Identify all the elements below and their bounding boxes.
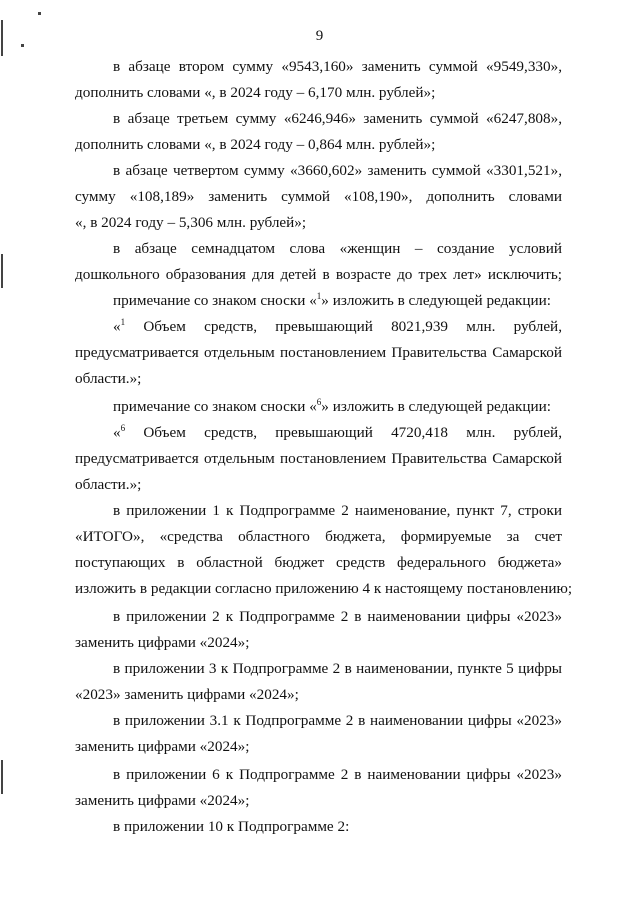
footnote-instruction — [113, 292, 562, 310]
text-line: предусматривается отдельным постановлением Правительства Самарской — [75, 450, 562, 467]
text-segment: » изложить в следующей редакции: — [321, 292, 552, 309]
text-line: области.»; — [75, 476, 142, 493]
footnote-instruction — [113, 398, 562, 416]
text-segment: Объем средств, превышающий 8021,939 млн. рублей, — [125, 318, 562, 335]
text-line: в приложении 10 к Подпрограмме 2: — [113, 818, 350, 835]
text-segment: примечание со знаком сноски « — [113, 398, 317, 415]
text-segment: « — [113, 318, 121, 335]
text-line: изложить в редакции согласно приложению 4 к настоящему постановлению; — [75, 580, 573, 597]
text-line: области.»; — [75, 370, 142, 387]
text-segment: » изложить в следующей редакции: — [321, 398, 552, 415]
text-line: «, в 2024 году – 5,306 млн. рублей»; — [75, 214, 307, 231]
text-line: в абзаце семнадцатом слова «женщин – создание условий — [113, 240, 562, 257]
scan-mark — [1, 254, 3, 288]
text-line: дополнить словами «, в 2024 году – 6,170 млн. рублей»; — [75, 84, 436, 101]
text-line: в приложении 6 к Подпрограмме 2 в наименовании цифры «2023» — [113, 766, 562, 783]
text-line: поступающих в областной бюджет средств федерального бюджета» — [75, 554, 562, 571]
text-line: в абзаце втором сумму «9543,160» заменить суммой «9549,330», — [113, 58, 562, 75]
text-line: в приложении 2 к Подпрограмме 2 в наименовании цифры «2023» — [113, 608, 562, 625]
text-line: в приложении 3.1 к Подпрограмме 2 в наименовании цифры «2023» — [113, 712, 562, 729]
footnote-text — [113, 424, 562, 442]
text-line: сумму «108,189» заменить суммой «108,190», дополнить словами — [75, 188, 562, 205]
text-line: предусматривается отдельным постановлением Правительства Самарской — [75, 344, 562, 361]
text-line: в приложении 3 к Подпрограмме 2 в наименовании, пункте 5 цифры — [113, 660, 562, 677]
footnote-superscript: 6 — [316, 396, 322, 407]
text-segment: Объем средств, превышающий 4720,418 млн. рублей, — [125, 424, 562, 441]
text-segment: « — [113, 424, 121, 441]
text-line: «ИТОГО», «средства областного бюджета, формируемые за счет — [75, 528, 562, 545]
text-line: дополнить словами «, в 2024 году – 0,864 млн. рублей»; — [75, 136, 436, 153]
footnote-superscript: 1 — [316, 290, 322, 301]
text-line: в абзаце третьем сумму «6246,946» заменить суммой «6247,808», — [113, 110, 562, 127]
page-number: 9 — [315, 28, 324, 44]
footnote-superscript: 6 — [120, 422, 126, 433]
text-line: дошкольного образования для детей в возрасте до трех лет» исключить; — [75, 266, 562, 283]
text-line: заменить цифрами «2024»; — [75, 738, 250, 755]
scan-mark — [1, 760, 3, 794]
text-line: заменить цифрами «2024»; — [75, 792, 250, 809]
text-line: в приложении 1 к Подпрограмме 2 наименование, пункт 7, строки — [113, 502, 562, 519]
text-line: «2023» заменить цифрами «2024»; — [75, 686, 299, 703]
text-segment: примечание со знаком сноски « — [113, 292, 317, 309]
text-line: заменить цифрами «2024»; — [75, 634, 250, 651]
scan-mark — [38, 12, 41, 15]
footnote-text — [113, 318, 562, 336]
footnote-superscript: 1 — [120, 316, 126, 327]
text-line: в абзаце четвертом сумму «3660,602» заменить суммой «3301,521», — [113, 162, 562, 179]
